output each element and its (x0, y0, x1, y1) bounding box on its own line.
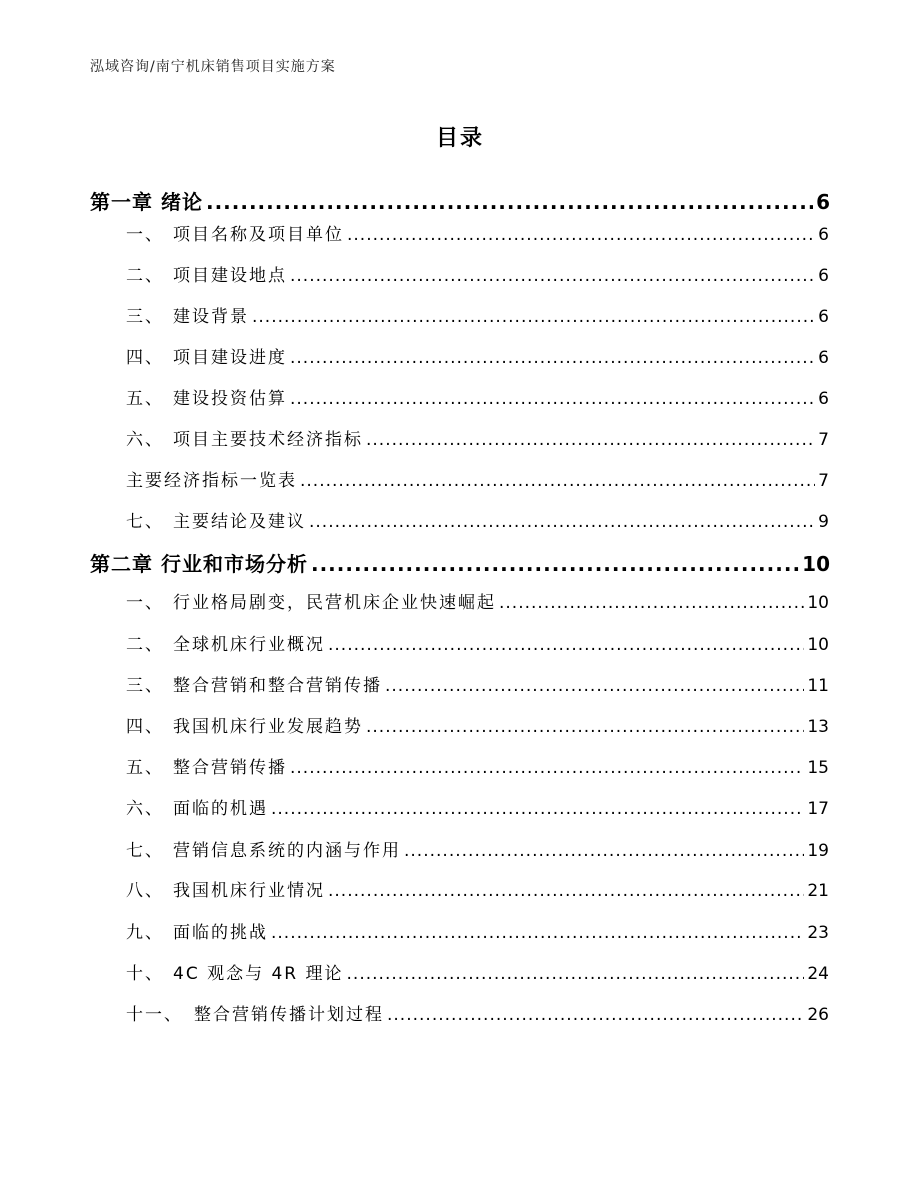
toc-entry-number: 五、 (126, 758, 164, 778)
toc-section-entry[interactable] (126, 343, 829, 368)
toc-page-number: 21 (807, 881, 829, 901)
toc-dot-leader (347, 225, 815, 245)
toc-entry-title: 我国机床行业发展趋势 (173, 717, 363, 737)
toc-entry-number: 五、 (126, 389, 164, 409)
toc-entry-title: 我国机床行业情况 (173, 881, 325, 901)
toc-section-entry[interactable] (126, 753, 829, 778)
toc-section-entry[interactable] (126, 836, 829, 861)
toc-entry-title: 项目名称及项目单位 (173, 225, 344, 245)
toc-section-entry[interactable] (126, 1000, 829, 1025)
toc-page-number: 6 (818, 225, 829, 245)
toc-entry-title: 4C 观念与 4R 理论 (173, 964, 344, 984)
toc-dot-leader (328, 881, 804, 901)
toc-section-entry[interactable] (126, 220, 829, 245)
toc-entry-number: 十、 (126, 964, 164, 984)
toc-page-number: 15 (807, 758, 829, 778)
running-header: 泓域咨询/南宁机床销售项目实施方案 (90, 59, 336, 75)
toc-page-number: 6 (818, 348, 829, 368)
toc-entry-title: 建设投资估算 (173, 389, 287, 409)
toc-page-number: 24 (807, 964, 829, 984)
toc-entry-title: 营销信息系统的内涵与作用 (173, 841, 401, 861)
toc-dot-leader (366, 717, 804, 737)
toc-entry-number: 一、 (126, 593, 164, 613)
toc-section-entry[interactable] (126, 959, 829, 984)
toc-dot-leader (499, 593, 804, 613)
toc-entry-title: 面临的机遇 (173, 799, 268, 819)
toc-section-entry[interactable] (126, 876, 829, 901)
toc-entry-title: 项目主要技术经济指标 (173, 430, 363, 450)
toc-dot-leader (290, 758, 804, 778)
toc-entry-title: 建设背景 (173, 307, 249, 327)
toc-section-entry[interactable] (126, 261, 829, 286)
toc-entry-number: 七、 (126, 841, 164, 861)
toc-page-number: 6 (818, 307, 829, 327)
toc-chapter-entry[interactable] (90, 548, 830, 577)
toc-page-number: 13 (807, 717, 829, 737)
toc-entry-title: 第二章 行业和市场分析 (90, 552, 308, 576)
toc-entry-number: 三、 (126, 307, 164, 327)
toc-page-number: 11 (807, 676, 829, 696)
toc-page-number: 7 (818, 471, 829, 491)
toc-entry-number: 六、 (126, 799, 164, 819)
toc-page-number: 9 (818, 512, 829, 532)
toc-section-entry[interactable] (126, 466, 829, 491)
toc-title: 目录 (435, 126, 484, 151)
toc-entry-title: 行业格局剧变，民营机床企业快速崛起 (173, 593, 496, 613)
toc-dot-leader (252, 307, 815, 327)
toc-section-entry[interactable] (126, 588, 829, 613)
toc-entry-number: 八、 (126, 881, 164, 901)
toc-entry-number: 九、 (126, 923, 164, 943)
toc-entry-number: 三、 (126, 676, 164, 696)
toc-dot-leader (271, 799, 804, 819)
toc-dot-leader (309, 512, 815, 532)
toc-dot-leader (387, 1005, 804, 1025)
toc-dot-leader (404, 841, 804, 861)
toc-entry-number: 十一、 (126, 1005, 183, 1025)
toc-dot-leader (290, 348, 815, 368)
toc-entry-title: 整合营销和整合营销传播 (173, 676, 382, 696)
toc-page-number: 6 (818, 266, 829, 286)
toc-entry-title: 面临的挑战 (173, 923, 268, 943)
toc-entry-number: 一、 (126, 225, 164, 245)
toc-entry-number: 七、 (126, 512, 164, 532)
toc-page-number: 26 (807, 1005, 829, 1025)
toc-dot-leader (366, 430, 815, 450)
toc-page-number: 6 (818, 389, 829, 409)
toc-dot-leader (300, 471, 815, 491)
toc-page-number: 23 (807, 923, 829, 943)
toc-section-entry[interactable] (126, 507, 829, 532)
toc-entry-number: 六、 (126, 430, 164, 450)
toc-dot-leader (347, 964, 805, 984)
toc-chapter-entry[interactable] (90, 186, 830, 215)
toc-page-number: 6 (816, 190, 830, 214)
toc-entry-title: 主要结论及建议 (173, 512, 306, 532)
toc-page-number: 10 (807, 593, 829, 613)
toc-dot-leader (290, 266, 815, 286)
toc-dot-leader (271, 923, 804, 943)
toc-section-entry[interactable] (126, 630, 829, 655)
toc-entry-title: 整合营销传播 (173, 758, 287, 778)
toc-entry-title: 全球机床行业概况 (173, 635, 325, 655)
toc-page-number: 17 (807, 799, 829, 819)
toc-entry-number: 二、 (126, 266, 164, 286)
toc-page-number: 10 (807, 635, 829, 655)
toc-dot-leader (328, 635, 804, 655)
toc-section-entry[interactable] (126, 918, 829, 943)
toc-section-entry[interactable] (126, 302, 829, 327)
toc-section-entry[interactable] (126, 425, 829, 450)
toc-entry-title: 项目建设地点 (173, 266, 287, 286)
toc-page-number: 10 (802, 552, 830, 576)
toc-section-entry[interactable] (126, 794, 829, 819)
toc-dot-leader (206, 190, 813, 214)
toc-entry-title: 项目建设进度 (173, 348, 287, 368)
toc-entry-title: 整合营销传播计划过程 (194, 1005, 384, 1025)
toc-section-entry[interactable] (126, 384, 829, 409)
toc-section-entry[interactable] (126, 712, 829, 737)
toc-entry-number: 二、 (126, 635, 164, 655)
toc-entry-number: 四、 (126, 717, 164, 737)
toc-entry-title: 第一章 绪论 (90, 190, 203, 214)
toc-dot-leader (311, 552, 799, 576)
toc-section-entry[interactable] (126, 671, 829, 696)
toc-dot-leader (290, 389, 815, 409)
toc-page-number: 19 (807, 841, 829, 861)
toc-entry-number: 四、 (126, 348, 164, 368)
toc-page-number: 7 (818, 430, 829, 450)
toc-dot-leader (385, 676, 804, 696)
toc-entry-title: 主要经济指标一览表 (126, 471, 297, 491)
